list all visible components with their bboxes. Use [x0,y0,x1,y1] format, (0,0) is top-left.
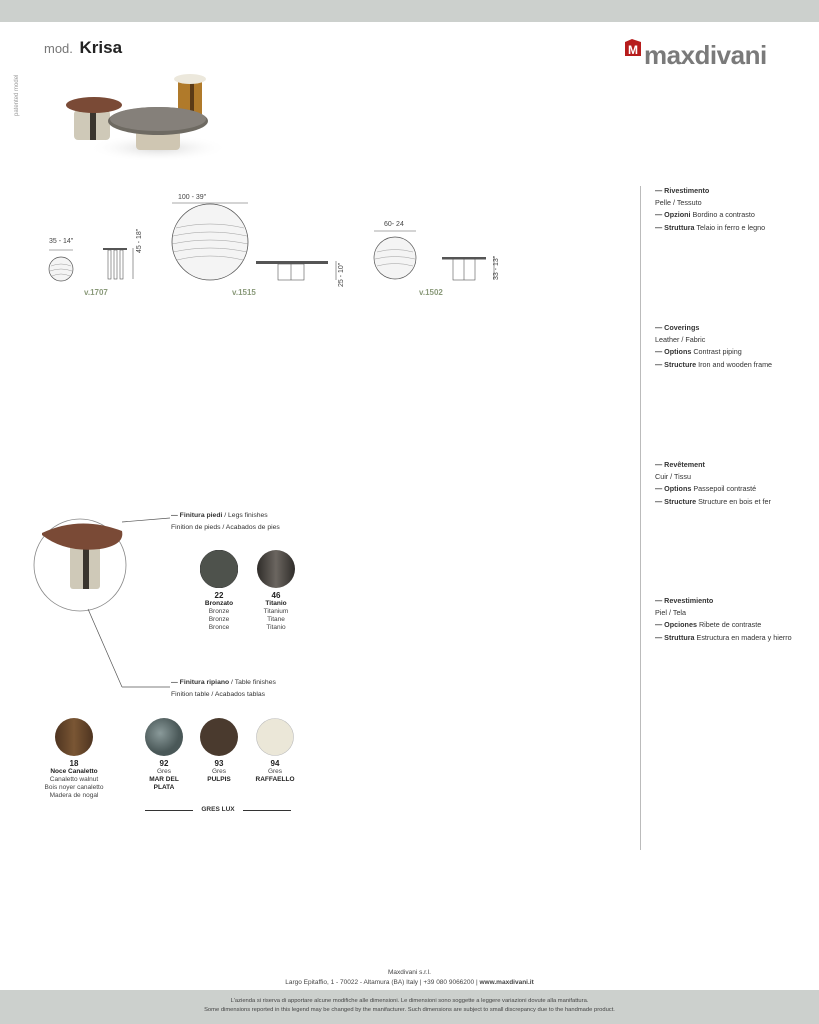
detail-zoom [30,505,180,695]
swatch-bronzato[interactable] [200,550,238,588]
swatch-label-93: 93 Gres PULPIS [207,759,231,783]
variant-1502-code: v.1502 [419,288,443,297]
swatch-label-46: 46 Titanio Titanium Titane Titanio [263,591,289,631]
swatch-raffaello[interactable] [256,718,294,761]
footer-address: Maxdivani s.r.l. Largo Epitaffio, 1 - 70022 - Altamura (BA) Italy | +39 080 9066200 | www.maxdivani.it [0,968,819,987]
spec-divider [640,186,641,850]
brand-logo [623,34,783,70]
brand-mark-icon [623,38,643,58]
technical-drawings [40,186,520,301]
model-name: Krisa [79,38,123,57]
patent-text: patented model [14,74,20,116]
swatch-mar-del-plata[interactable] [145,718,183,761]
spec-block-es: — Revestimiento Piel / Tela — Opciones Ribete de contraste — Struttura Estructura en madera y hierro [655,596,792,642]
swatch-label-94: 94 Gres RAFFAELLO [255,759,295,783]
footer-disclaimer: L'azienda si riserva di apportare alcune modifiche alle dimensioni. Le dimensioni sono soggette a leggere variazioni dovute alla manifattura. Some dimensions reported in this legend may be changed by the manifacturer. Such dimensions are subject to small discrepancy due to the handmade product. [204,998,615,1013]
website-link[interactable]: www.maxdivani.it [479,978,534,986]
variant-1502-diameter: 60- 24 [384,221,404,228]
swatch-label-22: 22 Bronzato Bronze Bronze Bronce [204,591,234,631]
patent-note [14,68,26,128]
variant-1515-height: 25 - 10" [338,262,345,287]
variant-1515-code: v.1515 [232,288,256,297]
spec-block-it: — Rivestimento Pelle / Tessuto — Opzioni Bordino a contrasto — Struttura Telaio in ferro e legno [655,186,766,232]
swatch-label-18: 18 Noce Canaletto Canaletto walnut Bois noyer canaletto Madera de nogal [44,759,104,799]
swatch-pulpis[interactable] [200,718,238,761]
spec-block-en: — Coverings Leather / Fabric — Options Contrast piping — Structure Iron and wooden frame [655,323,773,369]
variant-1707-code: v.1707 [84,288,108,297]
product-photo [58,70,228,165]
gres-group [145,806,291,813]
legs-finish-heading: — Finitura piedi / Legs finishes Finition de pieds / Acabados de pies [171,512,280,531]
gres-lux-label: GRES LUX [201,806,235,813]
variant-1515-diameter: 100 - 39" [178,194,207,201]
svg-text:M: M [628,43,638,57]
swatch-label-92: 92 Gres MAR DEL PLATA [149,759,179,791]
swatch-titanio[interactable] [257,550,295,588]
brand-name: maxdivani [644,40,767,70]
spec-block-fr: — Revêtement Cuir / Tissu — Options Passepoil contrasté — Structure Structure en bois et fer [655,460,771,506]
variant-1707-diameter: 35 - 14" [49,238,74,245]
table-finish-heading: — Finitura ripiano / Table finishes Finition table / Acabados tablas [171,679,276,698]
variant-1707-height: 45 - 18" [136,228,143,253]
variant-1502-height: 33 - 13" [493,255,500,280]
footer-company: Maxdivani s.r.l. [388,969,431,976]
top-band [0,0,819,22]
swatch-noce-canaletto[interactable] [55,718,93,761]
page-title [44,38,122,58]
mod-prefix: mod. [44,41,73,56]
